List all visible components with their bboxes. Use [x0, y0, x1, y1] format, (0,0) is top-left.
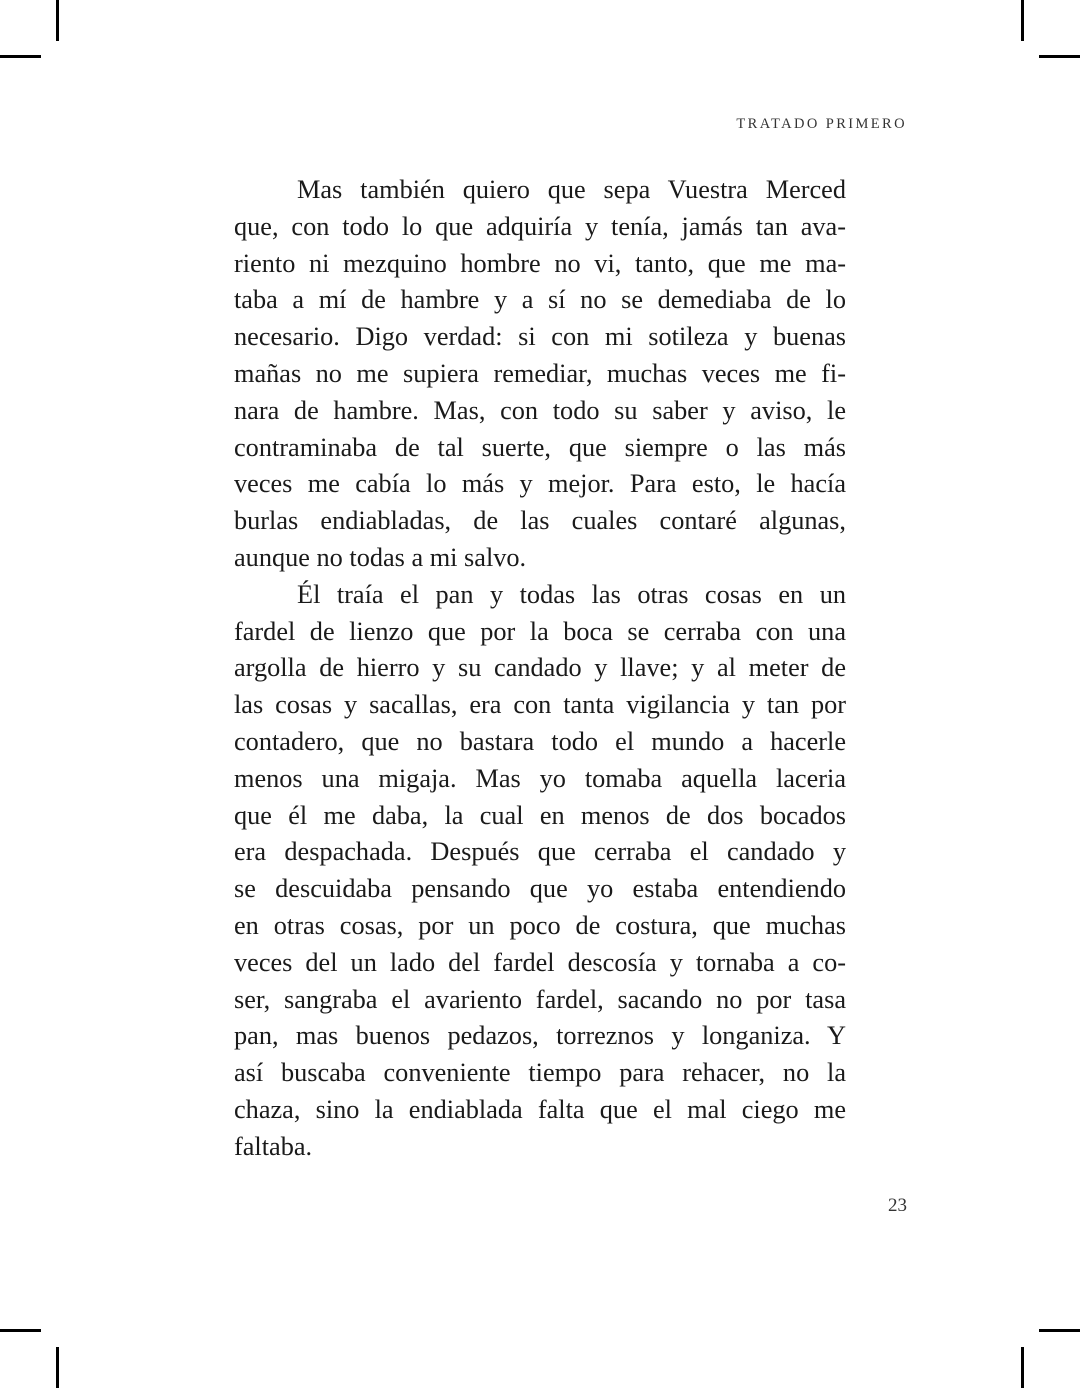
text-line: que él me daba, la cual en menos de dos bocados [234, 800, 846, 830]
text-line: menos una migaja. Mas yo tomaba aquella laceria [234, 763, 846, 793]
text-line: veces me cabía lo más y mejor. Para esto, le hacía [234, 469, 846, 499]
crop-mark-bottom-right-horizontal [1039, 1329, 1080, 1332]
text-line: riento ni mezquino hombre no vi, tanto, que me ma- [234, 248, 846, 278]
text-line: faltaba. [234, 1131, 313, 1161]
text-line: taba a mí de hambre y a sí no se demediaba de lo [234, 285, 846, 315]
text-line: las cosas y sacallas, era con tanta vigilancia y tan por [234, 690, 846, 720]
text-line: chaza, sino la endiablada falta que el mal ciego me [234, 1094, 846, 1124]
text-line: mañas no me supiera remediar, muchas veces me fi- [234, 358, 846, 388]
crop-mark-top-right-vertical [1021, 0, 1024, 41]
text-line: era despachada. Después que cerraba el candado y [234, 837, 846, 867]
crop-mark-bottom-left-horizontal [0, 1329, 41, 1332]
text-line: aunque no todas a mi salvo. [234, 542, 527, 572]
crop-mark-top-right-horizontal [1039, 55, 1080, 58]
running-head: TRATADO PRIMERO [736, 116, 907, 132]
paragraph-1 [234, 172, 846, 577]
paragraph-2 [234, 577, 846, 1166]
text-line: en otras cosas, por un poco de costura, que muchas [234, 910, 846, 940]
text-line: fardel de lienzo que por la boca se cerraba con una [234, 616, 846, 646]
body-text [234, 172, 846, 1166]
text-line: Mas también quiero que sepa Vuestra Merced [297, 175, 846, 204]
text-line: veces del un lado del fardel descosía y tornaba a co- [234, 947, 846, 977]
text-line: ser, sangraba el avariento fardel, sacando no por tasa [234, 984, 846, 1014]
crop-mark-bottom-right-vertical [1021, 1347, 1024, 1388]
text-line: necesario. Digo verdad: si con mi sotileza y buenas [234, 322, 846, 352]
text-line: contadero, que no bastara todo el mundo a hacerle [234, 726, 846, 756]
crop-mark-top-left-horizontal [0, 55, 41, 58]
text-line: argolla de hierro y su candado y llave; y al meter de [234, 653, 846, 683]
text-line: pan, mas buenos pedazos, torreznos y longaniza. Y [234, 1021, 846, 1051]
crop-mark-bottom-left-vertical [56, 1347, 59, 1388]
text-line: así buscaba conveniente tiempo para rehacer, no la [234, 1058, 846, 1088]
text-line: burlas endiabladas, de las cuales contaré algunas, [234, 506, 846, 536]
page-number: 23 [888, 1195, 907, 1216]
text-line: se descuidaba pensando que yo estaba entendiendo [234, 874, 846, 904]
crop-mark-top-left-vertical [56, 0, 59, 41]
text-line: contraminaba de tal suerte, que siempre o las más [234, 432, 846, 462]
text-line: nara de hambre. Mas, con todo su saber y aviso, le [234, 395, 846, 425]
text-line: que, con todo lo que adquiría y tenía, jamás tan ava- [234, 211, 846, 241]
text-line: Él traía el pan y todas las otras cosas en un [297, 579, 846, 609]
